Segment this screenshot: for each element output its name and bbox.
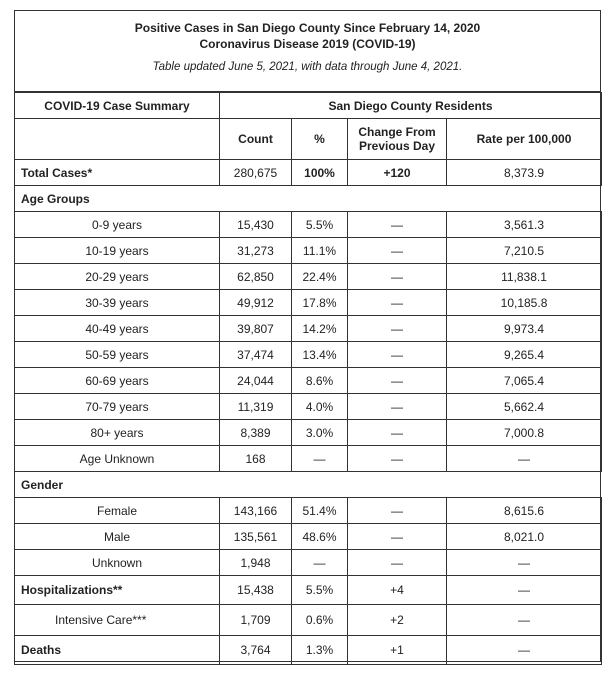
- row-label: 0-9 years: [15, 212, 220, 238]
- cell-rate: 8,373.9: [447, 160, 602, 186]
- age-group-row: [15, 238, 602, 264]
- cell-pct: 0.6%: [292, 605, 348, 636]
- age-group-row: [15, 264, 602, 290]
- cell-count: 3,764: [220, 636, 292, 665]
- cell-count: 15,430: [220, 212, 292, 238]
- col-header-blank: [15, 119, 220, 160]
- cell-pct: 13.4%: [292, 342, 348, 368]
- cell-count: 37,474: [220, 342, 292, 368]
- cell-rate: 7,065.4: [447, 368, 602, 394]
- cell-change: —: [348, 290, 447, 316]
- cell-count: 24,044: [220, 368, 292, 394]
- cell-rate: 7,000.8: [447, 420, 602, 446]
- section-label-gender: Gender: [15, 472, 220, 498]
- case-summary-table-frame: [14, 10, 601, 662]
- row-label: 80+ years: [15, 420, 220, 446]
- cell-change: +1: [348, 636, 447, 665]
- cell-pct: 100%: [292, 160, 348, 186]
- cell-rate: 10,185.8: [447, 290, 602, 316]
- row-label: Total Cases*: [15, 160, 220, 186]
- cell-change: —: [348, 498, 447, 524]
- row-label: 50-59 years: [15, 342, 220, 368]
- row-label: Female: [15, 498, 220, 524]
- age-group-row: [15, 342, 602, 368]
- cell-change: +4: [348, 576, 447, 605]
- cell-rate: —: [447, 550, 602, 576]
- cell-count: 39,807: [220, 316, 292, 342]
- cell-pct: 17.8%: [292, 290, 348, 316]
- cell-count: 135,561: [220, 524, 292, 550]
- age-group-row: [15, 446, 602, 472]
- cell-count: 168: [220, 446, 292, 472]
- col-header-change: Change From Previous Day: [348, 119, 447, 160]
- cell-rate: 5,662.4: [447, 394, 602, 420]
- gender-row: [15, 550, 602, 576]
- cell-pct: 11.1%: [292, 238, 348, 264]
- cell-rate: 7,210.5: [447, 238, 602, 264]
- cell-change: —: [348, 550, 447, 576]
- cell-rate: 9,973.4: [447, 316, 602, 342]
- row-label: Hospitalizations**: [15, 576, 220, 605]
- cell-pct: 4.0%: [292, 394, 348, 420]
- cell-change: —: [348, 238, 447, 264]
- row-label: Unknown: [15, 550, 220, 576]
- cell-count: 8,389: [220, 420, 292, 446]
- row-label: Intensive Care***: [15, 605, 220, 636]
- age-group-row: [15, 290, 602, 316]
- updated-note: Table updated June 5, 2021, with data through June 4, 2021.: [152, 61, 463, 73]
- cell-count: 49,912: [220, 290, 292, 316]
- table-header: [15, 11, 600, 92]
- row-label: 30-39 years: [15, 290, 220, 316]
- row-label: 20-29 years: [15, 264, 220, 290]
- cell-change: —: [348, 524, 447, 550]
- cell-rate: —: [447, 446, 602, 472]
- age-group-row: [15, 368, 602, 394]
- row-label: Deaths: [15, 636, 220, 665]
- table-title: Positive Cases in San Diego County Since February 14, 2020: [134, 21, 481, 35]
- cell-pct: 5.5%: [292, 576, 348, 605]
- cell-pct: —: [292, 550, 348, 576]
- cell-rate: 11,838.1: [447, 264, 602, 290]
- cell-change: —: [348, 368, 447, 394]
- cell-change: —: [348, 342, 447, 368]
- row-label: 70-79 years: [15, 394, 220, 420]
- cell-count: 31,273: [220, 238, 292, 264]
- total-row: [15, 160, 602, 186]
- col-header-pct: %: [292, 119, 348, 160]
- cell-count: 11,319: [220, 394, 292, 420]
- cell-change: —: [348, 212, 447, 238]
- cell-count: 1,948: [220, 550, 292, 576]
- cell-count: 15,438: [220, 576, 292, 605]
- gender-row: [15, 524, 602, 550]
- col-header-rate: Rate per 100,000: [447, 119, 602, 160]
- row-label: 10-19 years: [15, 238, 220, 264]
- cell-pct: 5.5%: [292, 212, 348, 238]
- cell-rate: —: [447, 576, 602, 605]
- age-group-row: [15, 394, 602, 420]
- row-label: 40-49 years: [15, 316, 220, 342]
- cell-change: —: [348, 264, 447, 290]
- intensive-care-row: [15, 605, 602, 636]
- cell-pct: 14.2%: [292, 316, 348, 342]
- cell-pct: 51.4%: [292, 498, 348, 524]
- age-group-row: [15, 420, 602, 446]
- gender-section: [15, 472, 602, 498]
- cell-pct: —: [292, 446, 348, 472]
- col-header-residents: San Diego County Residents: [220, 93, 602, 119]
- cell-change: —: [348, 394, 447, 420]
- row-label: Male: [15, 524, 220, 550]
- cell-change: —: [348, 420, 447, 446]
- cell-count: 62,850: [220, 264, 292, 290]
- col-header-summary: COVID-19 Case Summary: [15, 93, 220, 119]
- age-group-row: [15, 316, 602, 342]
- col-header-count: Count: [220, 119, 292, 160]
- cell-change: +2: [348, 605, 447, 636]
- cell-pct: 8.6%: [292, 368, 348, 394]
- table-subtitle: Coronavirus Disease 2019 (COVID-19): [199, 37, 416, 51]
- cell-change: +120: [348, 160, 447, 186]
- cell-pct: 48.6%: [292, 524, 348, 550]
- row-label: Age Unknown: [15, 446, 220, 472]
- case-summary-table: [14, 92, 602, 665]
- cell-rate: 8,021.0: [447, 524, 602, 550]
- cell-pct: 1.3%: [292, 636, 348, 665]
- cell-rate: —: [447, 636, 602, 665]
- cell-count: 1,709: [220, 605, 292, 636]
- cell-rate: 8,615.6: [447, 498, 602, 524]
- gender-row: [15, 498, 602, 524]
- cell-count: 143,166: [220, 498, 292, 524]
- cell-pct: 3.0%: [292, 420, 348, 446]
- cell-rate: —: [447, 605, 602, 636]
- deaths-row: [15, 636, 602, 665]
- section-label-age: Age Groups: [15, 186, 220, 212]
- cell-rate: 3,561.3: [447, 212, 602, 238]
- cell-change: —: [348, 316, 447, 342]
- row-label: 60-69 years: [15, 368, 220, 394]
- cell-pct: 22.4%: [292, 264, 348, 290]
- cell-change: —: [348, 446, 447, 472]
- cell-rate: 9,265.4: [447, 342, 602, 368]
- cell-count: 280,675: [220, 160, 292, 186]
- hospitalizations-row: [15, 576, 602, 605]
- age-group-row: [15, 212, 602, 238]
- age-groups-section: [15, 186, 602, 212]
